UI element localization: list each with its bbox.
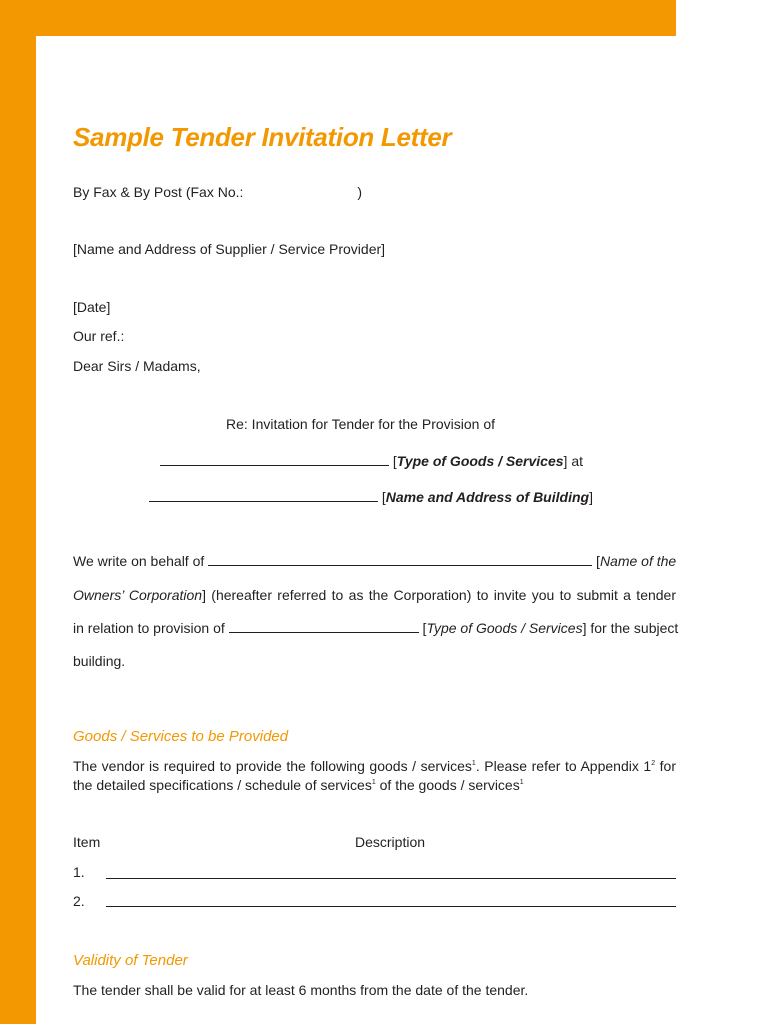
- building-blank: [149, 489, 378, 502]
- table-header-item: Item: [73, 834, 101, 850]
- fax-suffix: ): [357, 184, 363, 200]
- item-number-1: 1.: [73, 864, 85, 880]
- footnote-ref: 1: [371, 779, 376, 786]
- footnote-ref: 1: [519, 779, 524, 786]
- goods-type-placeholder: Type of Goods / Services: [396, 453, 564, 469]
- goods-section-heading: Goods / Services to be Provided: [73, 728, 289, 745]
- goods-text-end: for: [659, 758, 676, 774]
- left-accent-bar: [0, 0, 36, 1024]
- validity-section-heading: Validity of Tender: [73, 952, 188, 969]
- date-placeholder: [Date]: [73, 299, 111, 315]
- provision-blank: [229, 620, 419, 633]
- table-header-description: Description: [355, 834, 426, 850]
- intro-text: ] (hereafter referred to as the Corporation) to invite you to submit a tender: [202, 587, 676, 603]
- intro-line-2: [73, 587, 676, 604]
- provision-placeholder: [Type of Goods / Services] for the subject: [422, 620, 679, 636]
- supplier-address: [Name and Address of Supplier / Service Provider]: [73, 241, 386, 257]
- intro-bracket: [Name of the: [596, 553, 677, 569]
- salutation: Dear Sirs / Madams,: [73, 358, 201, 374]
- intro-line-3: [73, 620, 679, 637]
- goods-line-2: the detailed specifications / schedule of services$^1$ of the goods / services$^1$: [73, 777, 524, 793]
- item-1-line: [106, 878, 676, 879]
- subject-line-2: [160, 453, 583, 470]
- fax-prefix: By Fax & By Post (Fax No.:: [73, 184, 244, 200]
- top-accent-bar: [0, 0, 676, 36]
- footnote-ref: 2: [651, 760, 656, 767]
- bracket-close-at: ] at: [563, 453, 584, 469]
- item-number-2: 2.: [73, 893, 85, 909]
- intro-text: in relation to provision of: [73, 620, 225, 636]
- bracket-open: [: [392, 453, 397, 469]
- owners-corp-blank: [208, 553, 592, 566]
- fax-line: [73, 184, 362, 201]
- document-title: Sample Tender Invitation Letter: [73, 122, 452, 152]
- subject-line-1: Re: Invitation for Tender for the Provision of: [226, 416, 495, 432]
- bracket-close: ]: [589, 489, 593, 505]
- goods-line-1: [73, 758, 676, 775]
- item-2-line: [106, 906, 676, 907]
- bracket-open: [: [381, 489, 386, 505]
- goods-text: The vendor is required to provide the following goods / services$^1$. Please refer to Appendix $1^2$: [73, 758, 656, 774]
- goods-type-blank: [160, 453, 389, 466]
- intro-line-1: [73, 553, 676, 570]
- our-ref: Our ref.:: [73, 328, 125, 344]
- building-placeholder: Name and Address of Building: [385, 489, 590, 505]
- intro-text: We write on behalf of: [73, 553, 205, 569]
- subject-line-3: [149, 489, 593, 506]
- footnote-ref: 1: [471, 760, 476, 767]
- validity-text: The tender shall be valid for at least 6 months from the date of the tender.: [73, 982, 529, 998]
- intro-line-4: building.: [73, 653, 126, 669]
- owners-corp-placeholder: Owners’ Corporation: [73, 587, 203, 603]
